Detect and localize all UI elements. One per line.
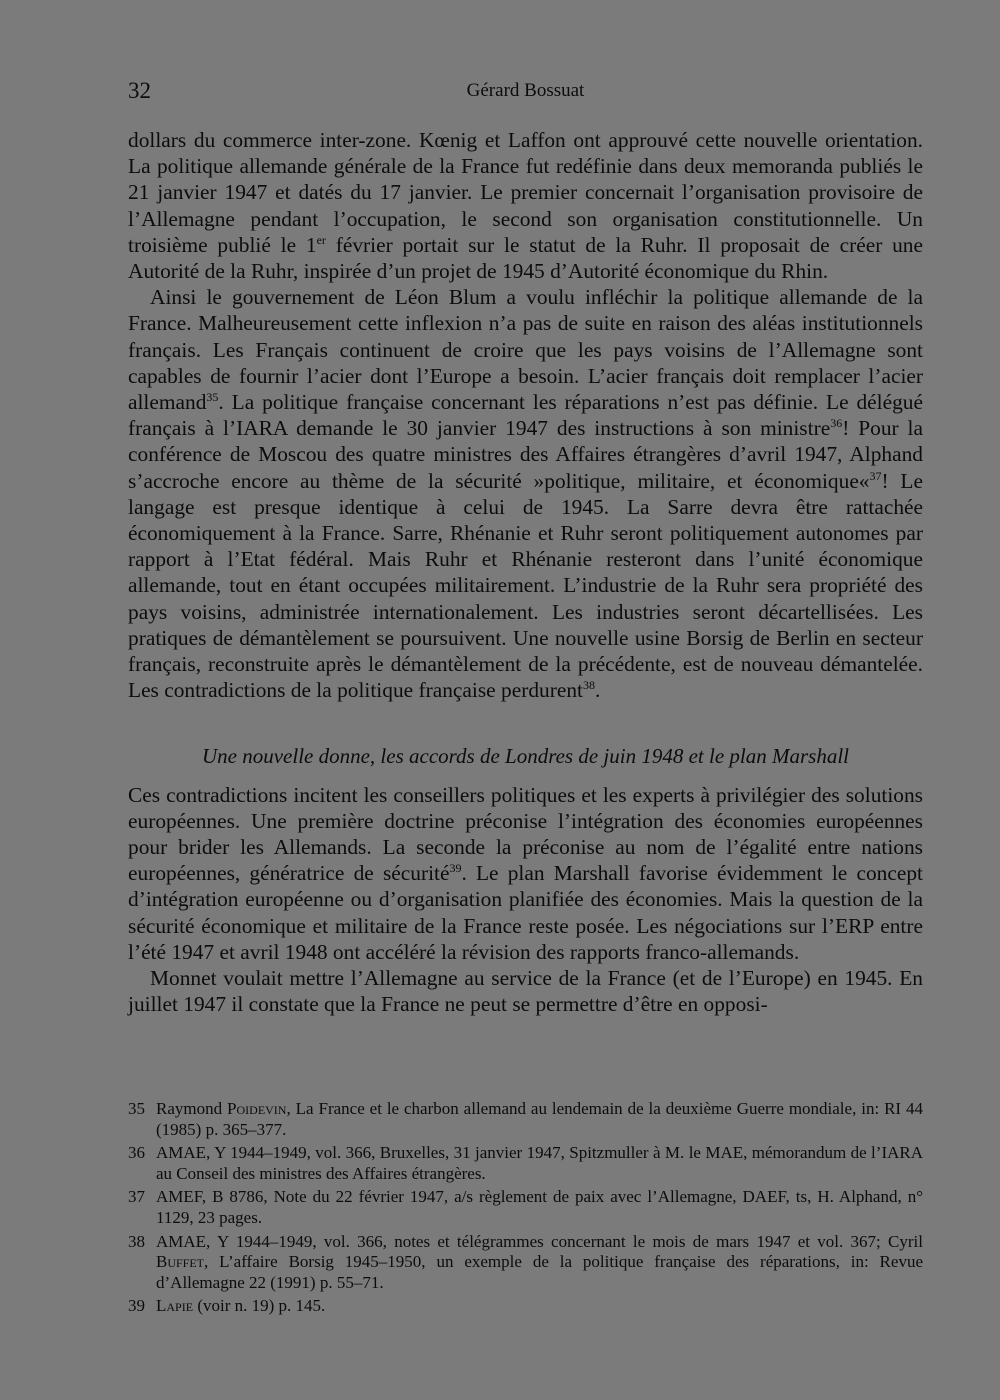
note-reference: er bbox=[316, 232, 326, 247]
footnote-text: Lapie (voir n. 19) p. 145. bbox=[156, 1296, 326, 1316]
author-name: Lapie bbox=[156, 1296, 194, 1316]
page-number: 32 bbox=[128, 78, 151, 103]
footnote-number: 39 bbox=[128, 1296, 145, 1316]
footnote-number: 38 bbox=[128, 1231, 145, 1251]
note-reference: 36 bbox=[830, 416, 843, 431]
note-reference: 38 bbox=[582, 678, 595, 693]
footnote bbox=[128, 1187, 923, 1228]
footnote-text: AMAE, Y 1944–1949, vol. 366, Bruxelles, 31 janvier 1947, Spitzmuller à M. le MAE, mémorandum de l’IARA au Conseil des ministres des Affaires étrangères. bbox=[156, 1143, 923, 1183]
footnote bbox=[128, 1099, 923, 1140]
footnote-text: AMEF, B 8786, Note du 22 février 1947, a/s règlement de paix avec l’Allemagne, DAEF, ts, H. Alphand, n° 1129, 23 pages. bbox=[156, 1187, 923, 1227]
running-head bbox=[128, 78, 923, 108]
paragraph: Ces contradictions incitent les conseillers politiques et les experts à privilégier des solutions européennes. Une première doctrine préconise l’intégration des économies européennes pour brider les Allemands. La seconde la préconise au nom de l’égalité entre nations européennes, génératrice de sécurité$^{39}$. Le plan Marshall favorise évidemment le concept d’intégration européenne ou d’organisation planifiée des économies. Mais la question de la sécurité économique et militaire de la France reste posée. Les négociations sur l’ERP entre l’été 1947 et avril 1948 ont accéléré la révision des rapports franco-allemands. bbox=[128, 782, 923, 964]
author-name: Poidevin bbox=[227, 1099, 287, 1118]
body-text bbox=[128, 127, 923, 1018]
footnote bbox=[128, 1232, 923, 1294]
section-heading: Une nouvelle donne, les accords de Londres de juin 1948 et le plan Marshall bbox=[201, 744, 849, 769]
note-reference: 39 bbox=[449, 861, 462, 876]
footnote-number: 35 bbox=[128, 1099, 145, 1118]
footnote-text: AMAE, Y 1944–1949, vol. 366, notes et télégrammes concernant le mois de mars 1947 et vol. 367; Cyril Buffet, L’affaire Borsig 1945–1950, un exemple de la politique française des réparations, in: Revue d’Allemagne 22 (1991) p. 55–71. bbox=[156, 1231, 923, 1292]
footnote-number: 36 bbox=[128, 1143, 145, 1163]
author-name: Buffet bbox=[156, 1252, 205, 1272]
footnote bbox=[128, 1296, 923, 1317]
footnotes bbox=[128, 1099, 923, 1320]
footnote-text: Raymond Poidevin, La France et le charbon allemand au lendemain de la deuxième Guerre mondiale, in: RI 44 (1985) p. 365–377. bbox=[156, 1099, 924, 1139]
footnote-number: 37 bbox=[128, 1187, 145, 1207]
paragraph: Ainsi le gouvernement de Léon Blum a voulu infléchir la politique allemande de la France. Malheureusement cette inflexion n’a pas de suite en raison des aléas institutionnels français. Les Français continuent de croire que les pays voisins de l’Allemagne sont capables de fournir l’acier dont l’Europe a besoin. L’acier français doit remplacer l’acier allemand$^{35}$. La politique française concernant les réparations n’est pas définie. Le délégué français à l’IARA demande le 30 janvier 1947 des instructions à son ministre$^{36}$! Pour la conférence de Moscou des quatre ministres des Affaires étrangères d’avril 1947, Alphand s’accroche encore au thème de la sécurité »politique, militaire, et économique«$^{37}$! Le langage est presque identique à celui de 1945. La Sarre devra être rattachée économiquement à la France. Sarre, Rhénanie et Ruhr seront politiquement autonomes par rapport à l’Etat fédéral. Mais Ruhr et Rhénanie resteront dans l’unité économique allemande, tout en étant occupées militairement. L’industrie de la Ruhr sera propriété des pays voisins, administrée internationalement. Les industries seront décartellisées. Les pratiques de démantèlement se poursuivent. Une nouvelle usine Borsig de Berlin en secteur français, reconstruite après le démantèlement de la précédente, est de nouveau démantelée. Les contradictions de la politique française perdurent$^{38}$. bbox=[128, 285, 923, 703]
note-reference: 35 bbox=[206, 390, 219, 405]
footnote bbox=[128, 1143, 923, 1184]
paragraph: dollars du commerce inter-zone. Kœnig et Laffon ont approuvé cette nouvelle orientation. La politique allemande générale de la France fut redéfinie dans deux memoranda publiés le 21 janvier 1947 et datés du 17 janvier. Le premier concernait l’organisation provisoire de l’Allemagne pendant l’occupation, le second son organisation constitutionnelle. Un troisième publié le 1er février portait sur le statut de la Ruhr. Il proposait de créer une Autorité de la Ruhr, inspirée d’un projet de 1945 d’Autorité économique du Rhin. bbox=[128, 128, 923, 284]
running-title: Gérard Bossuat bbox=[466, 80, 585, 101]
paragraph: Monnet voulait mettre l’Allemagne au service de la France (et de l’Europe) en 1945. En juillet 1947 il constate que la France ne peut se permettre d’être en opposi- bbox=[128, 966, 923, 1017]
note-reference: 37 bbox=[869, 468, 882, 483]
